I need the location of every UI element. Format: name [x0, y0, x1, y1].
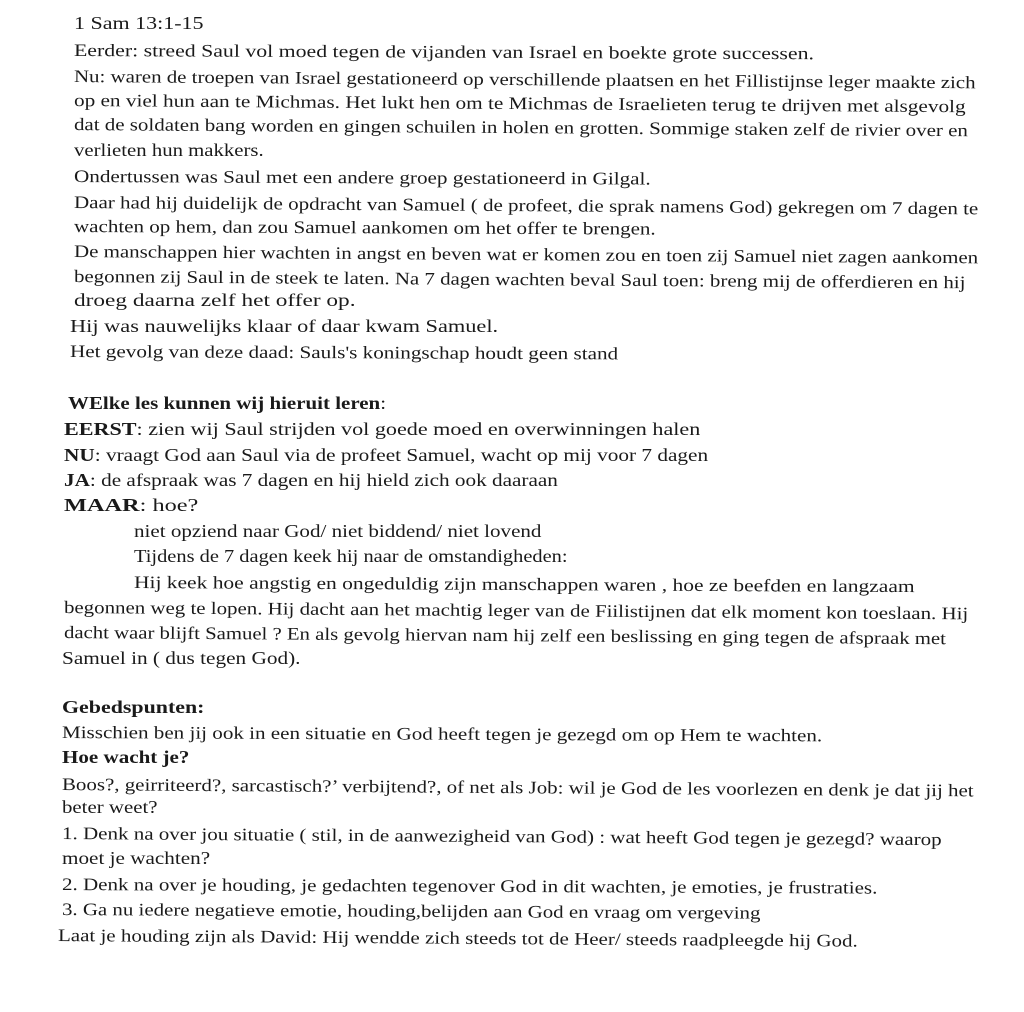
intro-line-5: verlieten hun makkers.: [74, 140, 264, 160]
intro-line-13: Het gevolg van deze daad: Sauls's koningschap houdt geen stand: [69, 341, 619, 364]
lesson-heading-colon: :: [380, 393, 387, 413]
lesson-maar-line-3: Hij keek hoe angstig en ongeduldig zijn manschappen waren , hoe ze beefden en langzaam: [133, 572, 915, 597]
prayer-subheading: Hoe wacht je?: [62, 747, 190, 767]
prayer-line-5: moet je wachten?: [62, 848, 211, 868]
ja-label: JA: [64, 470, 90, 490]
prayer-line-6: 2. Denk na over je houding, je gedachten tegenover God in dit wachten, je emoties, je frustraties.: [61, 874, 878, 898]
intro-line-9: De manschappen hier wachten in angst en beven wat er komen zou en toen zij Samuel niet zagen aankomen: [73, 241, 979, 268]
intro-line-1: Eerder: streed Saul vol moed tegen de vijanden van Israel en boekte grote successen.: [73, 40, 815, 64]
intro-line-2: Nu: waren de troepen van Israel gestationeerd op verschillende plaatsen en het Fillistijnse leger maakte zich: [73, 66, 976, 93]
maar-text: : hoe?: [139, 495, 199, 515]
maar-label: MAAR: [64, 495, 140, 515]
prayer-line-2: Boos?, geirriteerd?, sarcastisch?’ verbijtend?, of net als Job: wil je God de les voorlezen en denk je dat jij het: [61, 774, 974, 801]
lesson-eerst: [64, 419, 700, 439]
lesson-maar-line-6: Samuel in ( dus tegen God).: [62, 648, 301, 668]
lesson-maar-line-1: niet opziend naar God/ niet biddend/ niet lovend: [134, 521, 542, 541]
lesson-nu: [64, 445, 708, 465]
intro-line-7: Daar had hij duidelijk de opdracht van Samuel ( de profeet, die sprak namens God) gekregen om 7 dagen te: [73, 192, 979, 219]
scripture-reference: 1 Sam 13:1-15: [74, 13, 204, 33]
intro-line-3: op en viel hun aan te Michmas. Het lukt hen om te Michmas de Israelieten terug te drijven met alsgevolg: [73, 90, 966, 117]
nu-text: : vraagt God aan Saul via de profeet Samuel, wacht op mij voor 7 dagen: [94, 445, 709, 465]
intro-line-10: begonnen zij Saul in de steek te laten. Na 7 dagen wachten beval Saul toen: breng mij de offerdieren en hij: [73, 266, 966, 293]
intro-line-6: Ondertussen was Saul met een andere groep gestationeerd in Gilgal.: [73, 166, 651, 189]
prayer-line-4: 1. Denk na over jou situatie ( stil, in de aanwezigheid van God) : wat heeft God tegen je gezegd? waarop: [61, 823, 942, 850]
prayer-line-8: Laat je houding zijn als David: Hij wendde zich steeds tot de Heer/ steeds raadpleegde hij God.: [57, 925, 858, 951]
lesson-maar-line-5: dacht waar blijft Samuel ? En als gevolg hiervan nam hij zelf een beslissing en ging tegen de afspraak met: [63, 622, 946, 649]
lesson-maar: [64, 495, 198, 515]
lesson-maar-line-4: begonnen weg te lopen. Hij dacht aan het machtig leger van de Fiilistijnen dat elk moment kon toeslaan. Hij: [63, 597, 969, 624]
eerst-label: EERST: [64, 419, 137, 439]
intro-line-4: dat de soldaten bang worden en gingen schuilen in holen en grotten. Sommige staken zelf de rivier over en: [73, 114, 968, 141]
prayer-line-7: 3. Ga nu iedere negatieve emotie, houding,belijden aan God en vraag om vergeving: [61, 899, 761, 923]
intro-line-8: wachten op hem, dan zou Samuel aankomen om het offer te brengen.: [73, 216, 656, 239]
prayer-heading: Gebedspunten:: [62, 697, 205, 717]
eerst-text: : zien wij Saul strijden vol goede moed en overwinningen halen: [136, 419, 701, 439]
nu-label: NU: [64, 445, 95, 465]
prayer-line-1: Misschien ben jij ook in een situatie en God heeft tegen je gezegd om op Hem te wachten.: [61, 722, 823, 746]
intro-line-11: droeg daarna zelf het offer op.: [74, 290, 356, 310]
ja-text: : de afspraak was 7 dagen en hij hield zich ook daaraan: [89, 470, 558, 490]
lesson-heading: [68, 393, 386, 413]
lesson-maar-line-2: Tijdens de 7 dagen keek hij naar de omstandigheden:: [134, 546, 568, 566]
lesson-heading-text: WElke les kunnen wij hieruit leren: [68, 393, 381, 413]
intro-line-12: Hij was nauwelijks klaar of daar kwam Samuel.: [70, 316, 499, 336]
lesson-ja: [64, 470, 558, 490]
prayer-line-3: beter weet?: [62, 797, 158, 817]
